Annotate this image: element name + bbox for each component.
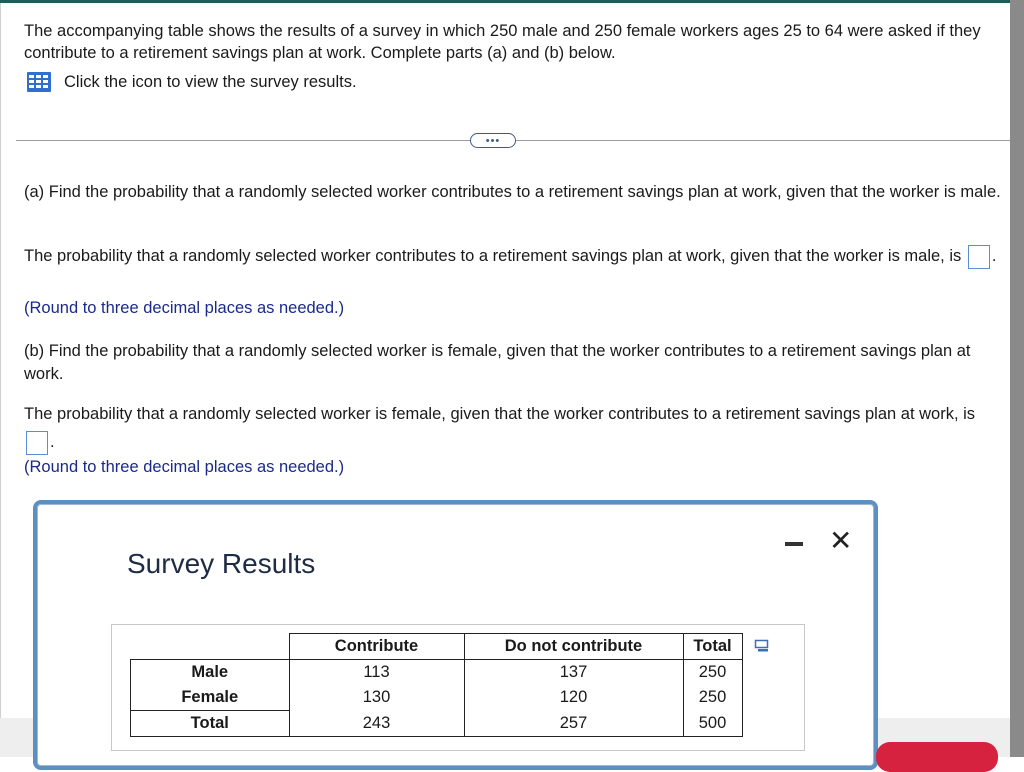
table-row [131,660,743,686]
table-row [131,711,743,737]
dialog-title: Survey Results [127,548,316,579]
table-cell: 113 [289,660,464,686]
action-button[interactable] [876,742,998,772]
row-label: Total [131,711,290,737]
part-b-question: (b) Find the probability that a randomly selected worker is female, given that the worker contributes to a retirement savings plan at work. [24,342,971,383]
survey-table-frame [111,624,805,751]
close-icon[interactable]: ✕ [829,525,853,556]
table-cell: 500 [683,711,742,737]
part-a-hint: (Round to three decimal places as needed.) [24,299,345,317]
survey-table [130,633,743,737]
header-blank [131,634,290,660]
content-left-border [0,3,1,718]
part-b-answer-prefix: The probability that a randomly selected worker is female, given that the worker contributes to a retirement savings plan at work, is [24,405,976,423]
table-cell: 130 [289,685,464,711]
part-b-answer-line [24,400,1004,456]
table-cell: 257 [464,711,683,737]
table-cell: 250 [683,685,742,711]
row-label: Female [131,685,290,711]
part-a-answer-prefix: The probability that a randomly selected worker contributes to a retirement savings plan at work, given that the worker is male, is [24,247,962,265]
part-a-question: (a) Find the probability that a randomly selected worker contributes to a retirement savings plan at work, given that the worker is male. [24,183,1001,201]
top-accent-bar [0,0,1024,3]
minimize-icon[interactable] [785,542,803,546]
part-a-answer-line [24,242,1004,270]
part-a-answer-suffix: . [991,247,997,265]
header-contribute: Contribute [289,634,464,660]
table-cell: 243 [289,711,464,737]
table-row [131,685,743,711]
table-cell: 120 [464,685,683,711]
part-b-answer-input[interactable] [26,431,48,455]
problem-intro: The accompanying table shows the results of a survey in which 250 male and 250 female workers ages 25 to 64 were asked if they contribute to a retirement savings plan at work. Complete parts (a) and (b) below. [24,22,981,62]
table-icon[interactable] [26,71,52,93]
table-header-row [131,634,743,660]
part-b-hint: (Round to three decimal places as needed.) [24,458,345,476]
survey-results-dialog [33,500,878,770]
header-do-not-contribute: Do not contribute [464,634,683,660]
view-data-text[interactable]: Click the icon to view the survey results. [64,72,357,91]
scrollbar[interactable] [1010,0,1024,757]
part-b-answer-suffix: . [50,433,55,451]
more-dots-icon: ••• [485,134,501,147]
table-cell: 250 [683,660,742,686]
part-a-answer-input[interactable] [968,245,990,269]
copy-table-icon[interactable] [754,639,770,653]
table-cell: 137 [464,660,683,686]
header-total: Total [683,634,742,660]
expand-more-button[interactable] [470,133,516,148]
view-data-link[interactable] [26,70,357,94]
row-label: Male [131,660,290,686]
